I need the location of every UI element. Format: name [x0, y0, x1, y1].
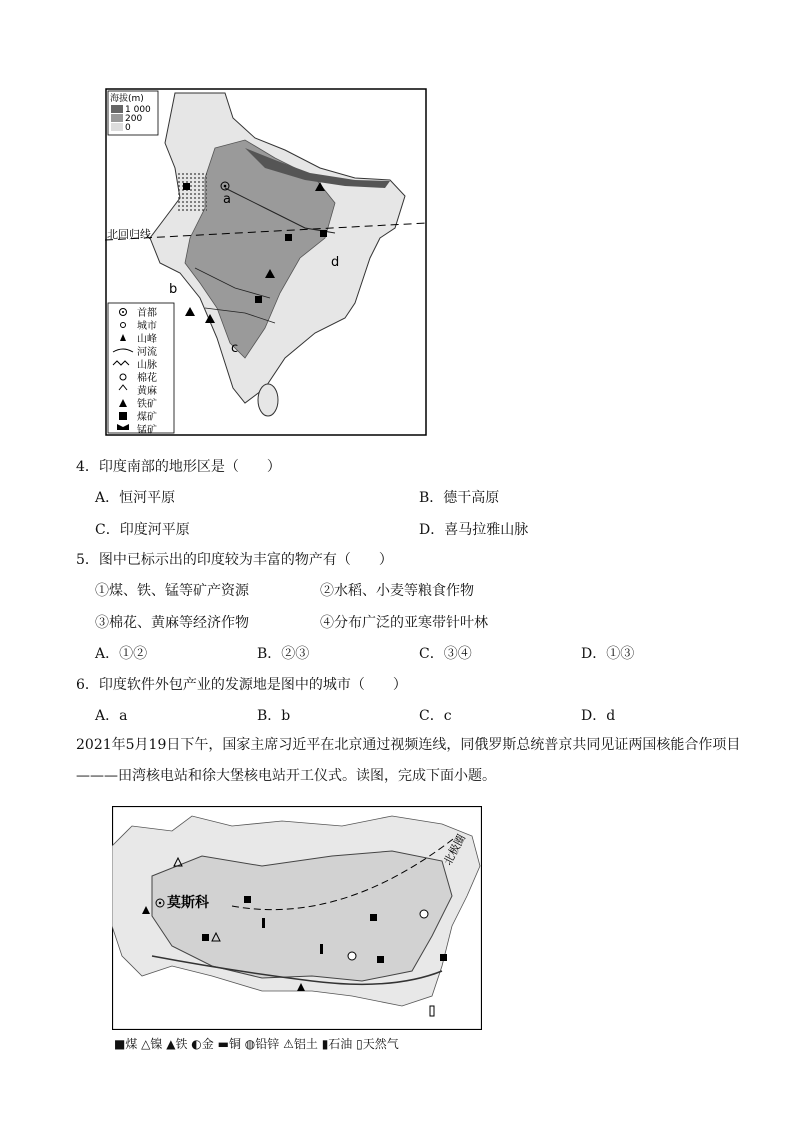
- india-map: [105, 88, 427, 436]
- legend-city: 城市: [137, 321, 157, 332]
- elev-200-label: 200: [125, 114, 143, 124]
- city-label-a: a: [223, 192, 231, 207]
- elev-legend-title: 海拔(m): [110, 94, 144, 104]
- elev-1000-label: 1 000: [125, 105, 151, 115]
- coal-marker: [255, 296, 262, 303]
- legend-coal: 煤矿: [137, 412, 157, 423]
- legend-mountain: 山脉: [137, 360, 157, 371]
- coal-marker: [285, 234, 292, 241]
- arctic-label: 北极圈: [441, 832, 469, 868]
- q4-option-a[interactable]: A．恒河平原: [95, 490, 176, 506]
- russia-map: [112, 806, 482, 1030]
- coal-marker: [440, 954, 447, 961]
- legend-nickel: △镍: [141, 1037, 163, 1051]
- q5-option-c[interactable]: C．③④: [419, 646, 472, 662]
- q5-statement-1: ①煤、铁、锰等矿产资源: [95, 583, 249, 599]
- legend-iron: 铁矿: [137, 399, 157, 410]
- legend-lead-zinc: ◍铅锌: [244, 1037, 280, 1051]
- coal-marker: [183, 183, 190, 190]
- coal-marker: [202, 934, 209, 941]
- gold-marker: [420, 910, 428, 918]
- q5-option-d[interactable]: D．①③: [581, 646, 635, 662]
- legend-cotton: 棉花: [137, 373, 157, 384]
- q6-option-b[interactable]: B．b: [257, 708, 291, 724]
- q5-option-b[interactable]: B．②③: [257, 646, 310, 662]
- city-label-d: d: [331, 255, 340, 270]
- q5-statement-3: ③棉花、黄麻等经济作物: [95, 615, 249, 631]
- legend-iron: ▲铁: [166, 1037, 188, 1051]
- question-4-stem: 4．印度南部的地形区是（ ）: [76, 459, 281, 475]
- russia-map-graphic: [112, 806, 482, 1030]
- q4-option-b[interactable]: B．德干高原: [419, 490, 500, 506]
- oil-marker: [320, 944, 323, 954]
- russia-legend: [114, 1035, 399, 1052]
- q4-option-d[interactable]: D．喜马拉雅山脉: [419, 522, 529, 538]
- coal-marker: [370, 914, 377, 921]
- passage-text: 2021年5月19日下午，国家主席习近平在北京通过视频连线，同俄罗斯总统普京共同见证两国核能合作项目———田湾核电站和徐大堡核电站开工仪式。读图，完成下面小题。: [76, 737, 741, 784]
- q5-option-a[interactable]: A．①②: [95, 646, 148, 662]
- gold-marker: [348, 952, 356, 960]
- coal-marker: [320, 230, 327, 237]
- oil-marker: [262, 918, 265, 928]
- legend-gold: ◐金: [191, 1037, 214, 1051]
- coal-marker: [377, 956, 384, 963]
- elev-0-label: 0: [125, 123, 131, 133]
- legend-copper: ▬铜: [217, 1037, 241, 1051]
- legend-jute: 黄麻: [137, 386, 157, 397]
- legend-capital: 首都: [137, 308, 157, 319]
- gas-marker: [430, 1006, 434, 1016]
- q6-option-c[interactable]: C．c: [419, 708, 452, 724]
- q6-option-a[interactable]: A．a: [95, 708, 128, 724]
- legend-peak: 山峰: [137, 334, 157, 345]
- moscow-label: 莫斯科: [167, 895, 209, 911]
- legend-coal: ■煤: [114, 1037, 138, 1051]
- city-label-c: c: [231, 341, 239, 356]
- question-6-stem: 6．印度软件外包产业的发源地是图中的城市（ ）: [76, 677, 407, 693]
- q5-statement-2: ②水稻、小麦等粮食作物: [320, 583, 474, 599]
- coal-marker: [244, 896, 251, 903]
- legend-oil: ▮石油: [321, 1037, 353, 1051]
- q6-option-d[interactable]: D．d: [581, 708, 616, 724]
- q4-option-c[interactable]: C．印度河平原: [95, 522, 190, 538]
- legend-gas: ▯天然气: [356, 1037, 399, 1051]
- india-map-graphic: [105, 88, 427, 436]
- question-5-stem: 5．图中已标示出的印度较为丰富的物产有（ ）: [76, 552, 393, 568]
- legend-bauxite: ⚠铝土: [283, 1037, 318, 1051]
- tropic-label: 北回归线: [107, 228, 151, 241]
- city-label-b: b: [169, 282, 178, 297]
- legend-river: 河流: [137, 347, 157, 358]
- legend-manganese: 锰矿: [137, 425, 157, 436]
- q5-statement-4: ④分布广泛的亚寒带针叶林: [320, 615, 488, 631]
